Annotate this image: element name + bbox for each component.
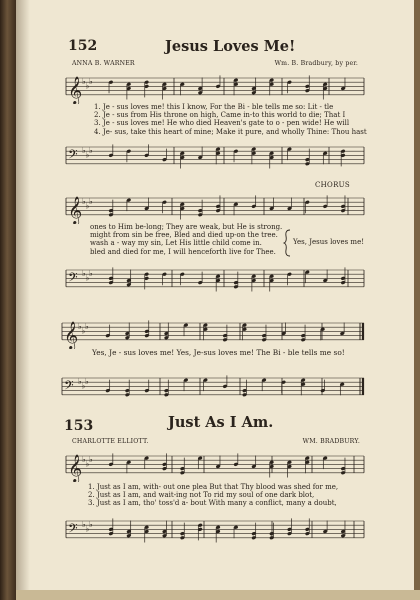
flat-icon: ♭ [89, 197, 93, 207]
flat-icon: ♭ [85, 459, 90, 469]
flat-icon: ♭ [82, 146, 86, 156]
flat-icon: ♭ [85, 150, 90, 160]
verse-line: 3. Just as I am, tho' toss'd a- bout With many a conflict, many a doubt, [88, 499, 337, 508]
flat-icon: ♭ [89, 520, 93, 530]
verse-line: ones to Him be-long; They are weak, but He is strong. [90, 223, 283, 231]
flat-icon: ♭ [85, 273, 90, 283]
lyricist: ANNA B. WARNER [72, 60, 135, 67]
flat-icon: ♭ [89, 146, 93, 156]
flat-icon: ♭ [89, 77, 93, 87]
hymn-number: 152 [68, 38, 98, 54]
page-bottom-edge [16, 590, 420, 600]
verse-lines [94, 103, 367, 136]
bass-clef-icon: 𝄢 [68, 146, 78, 165]
flat-icon: ♭ [82, 455, 86, 465]
flat-icon: ♭ [82, 197, 86, 207]
verse-line: 4. Je- sus, take this heart of mine; Make it pure, and wholly Thine: Thou hast [94, 127, 367, 136]
music-staff [64, 190, 366, 224]
music-staff [64, 513, 366, 547]
hymn-title: Jesus Loves Me! [165, 38, 296, 55]
lyricist: CHARLOTTE ELLIOTT. [72, 438, 149, 445]
verse-lines [88, 483, 338, 508]
verse-line: 3. Je - sus loves me! He who died Heaven's gate to o - pen wide! He will [94, 119, 350, 128]
composer: Wm. B. Bradbury, by per. [274, 60, 358, 67]
verse-line: 2. Just as I am, and wait-ing not To rid my soul of one dark blot, [88, 491, 315, 500]
brace-icon [283, 229, 291, 257]
verse-line: bled and died for me, I will henceforth live for Thee. [90, 247, 276, 256]
music-staff [64, 139, 366, 173]
flat-icon: ♭ [78, 322, 82, 332]
flat-icon: ♭ [82, 269, 86, 279]
chorus-lyrics: Yes, Je - sus loves me! Yes, Je-sus loves me! The Bi - ble tells me so! [92, 348, 345, 357]
chorus-label: CHORUS [315, 181, 350, 189]
flat-icon: ♭ [89, 269, 93, 279]
music-staff [60, 370, 366, 404]
treble-clef-icon: 𝄞 [64, 320, 79, 349]
music-staff [64, 262, 366, 296]
chorus-refrain: Yes, Jesus loves me! [293, 238, 365, 246]
flat-icon: ♭ [85, 322, 89, 332]
book-spine [0, 0, 16, 600]
flat-icon: ♭ [85, 201, 90, 211]
flat-icon: ♭ [82, 520, 86, 530]
flat-icon: ♭ [85, 81, 90, 91]
hymn-number: 153 [64, 418, 94, 434]
verse-line: 1. Je - sus loves me! this I know, For the Bi - ble tells me so: Lit - tle [94, 103, 334, 111]
bass-clef-icon: 𝄢 [64, 377, 74, 396]
flat-icon: ♭ [81, 326, 86, 336]
flat-icon: ♭ [85, 377, 89, 387]
page-edge [414, 0, 420, 600]
verse-line: 1. Just as I am, with- out one plea But that Thy blood was shed for me, [88, 483, 339, 491]
flat-icon: ♭ [78, 377, 82, 387]
verse-line: wash a - way my sin, Let His little child come in. [90, 239, 262, 248]
composer: WM. BRADBURY. [302, 438, 360, 445]
bass-clef-icon: 𝄢 [68, 520, 78, 539]
flat-icon: ♭ [89, 455, 93, 465]
verse-line: 2. Je - sus from His throne on high, Came in-to this world to die; That I [94, 111, 346, 120]
bass-clef-icon: 𝄢 [68, 269, 78, 288]
treble-clef-icon: 𝄞 [68, 453, 83, 482]
verse-continuation [90, 223, 282, 256]
hymn-title: Just As I Am. [168, 414, 274, 431]
gutter-shadow [16, 0, 30, 600]
treble-clef-icon: 𝄞 [68, 75, 83, 104]
flat-icon: ♭ [85, 524, 90, 534]
music-staff [60, 315, 366, 349]
music-staff [64, 70, 366, 104]
flat-icon: ♭ [81, 381, 86, 391]
treble-clef-icon: 𝄞 [68, 195, 83, 224]
verse-line: might from sin be free, Bled and died up-on the tree. [90, 231, 278, 240]
music-staff [64, 448, 366, 482]
flat-icon: ♭ [82, 77, 86, 87]
